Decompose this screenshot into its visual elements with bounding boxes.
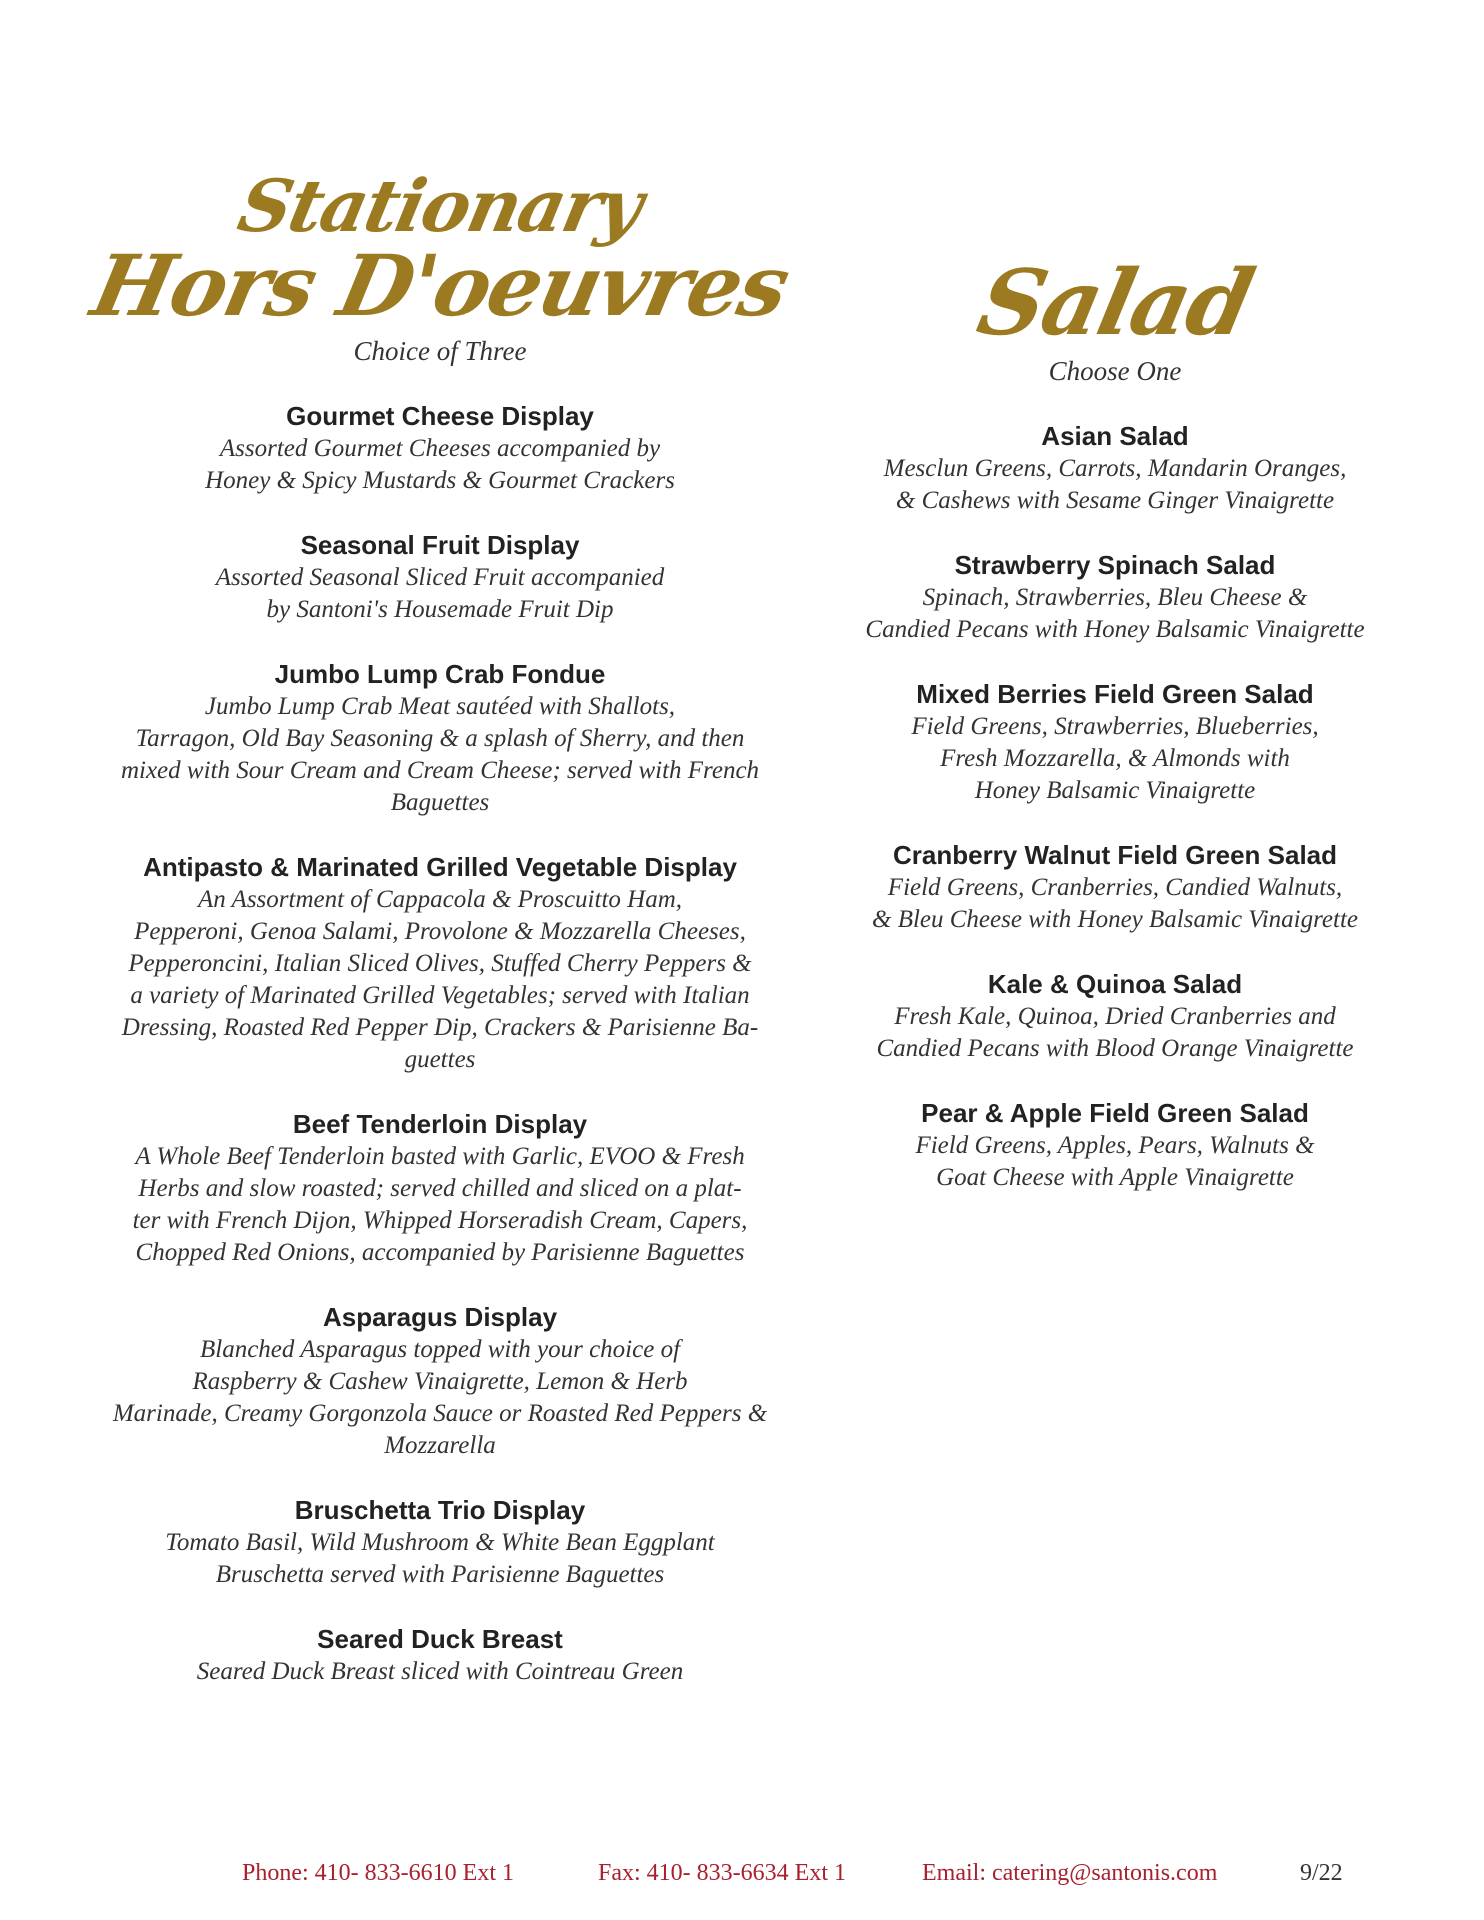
email-link[interactable]: Email: catering@santonis.com: [922, 1860, 1218, 1886]
menu-item-description-line: ter with French Dijon, Whipped Horseradish Cream, Capers,: [132, 1207, 748, 1234]
menu-item-description-line: Mozzarella: [384, 1432, 496, 1459]
menu-item: [825, 838, 1405, 936]
menu-item-name: Kale & Quinoa Salad: [987, 969, 1243, 999]
menu-item-description-line: Assorted Seasonal Sliced Fruit accompanied: [215, 564, 665, 591]
menu-item-name: Asian Salad: [1041, 421, 1189, 451]
menu-item-description-line: An Assortment of Cappacola & Proscuitto Ham,: [197, 886, 683, 913]
menu-item-description-line: Blanched Asparagus topped with your choice of: [199, 1336, 681, 1363]
menu-item: [80, 657, 800, 819]
menu-item-list: [80, 399, 800, 1688]
menu-item-description-line: Field Greens, Apples, Pears, Walnuts &: [915, 1132, 1315, 1159]
menu-item: [80, 399, 800, 497]
menu-item: [825, 677, 1405, 807]
page-number: 9/22: [1300, 1860, 1343, 1886]
menu-item-description-line: Goat Cheese with Apple Vinaigrette: [936, 1164, 1294, 1191]
menu-item-description-line: Fresh Mozzarella, & Almonds with: [940, 745, 1290, 772]
menu-item-description-line: Field Greens, Strawberries, Blueberries,: [911, 713, 1319, 740]
menu-item: [80, 528, 800, 626]
menu-item-name: Jumbo Lump Crab Fondue: [274, 659, 606, 689]
menu-item-name: Seared Duck Breast: [317, 1624, 563, 1654]
menu-item-list: [825, 419, 1405, 1194]
menu-item-description-line: Honey Balsamic Vinaigrette: [974, 777, 1256, 804]
menu-item-description-line: Herbs and slow roasted; served chilled and sliced on a plat-: [138, 1175, 742, 1202]
section-subtitle: Choice of Three: [353, 336, 527, 366]
menu-item: [825, 1096, 1405, 1194]
section-title: Salad: [969, 250, 1261, 356]
menu-item-description-line: Fresh Kale, Quinoa, Dried Cranberries and: [894, 1003, 1336, 1030]
menu-item-description-line: Dressing, Roasted Red Pepper Dip, Crackers & Parisienne Ba-: [121, 1014, 759, 1041]
menu-item: [825, 548, 1405, 646]
section-title-line1: Stationary: [231, 163, 649, 248]
menu-item-description-line: A Whole Beef Tenderloin basted with Garlic, EVOO & Fresh: [135, 1143, 745, 1170]
menu-item-name: Asparagus Display: [322, 1302, 558, 1332]
menu-item-description-line: Chopped Red Onions, accompanied by Parisienne Baguettes: [135, 1239, 745, 1266]
menu-item-name: Bruschetta Trio Display: [294, 1495, 586, 1525]
hors-doeuvres-section: [80, 163, 800, 1719]
menu-item: [825, 967, 1405, 1065]
menu-item-name: Antipasto & Marinated Grilled Vegetable Display: [143, 852, 737, 882]
menu-item-description-line: mixed with Sour Cream and Cream Cheese; served with French: [120, 757, 760, 784]
menu-item-description-line: Tarragon, Old Bay Seasoning & a splash of Sherry, and then: [135, 725, 745, 752]
menu-item-description-line: Candied Pecans with Blood Orange Vinaigrette: [876, 1035, 1354, 1062]
fax-text: Fax: 410- 833-6634 Ext 1: [598, 1860, 846, 1886]
menu-item-description-line: Tomato Basil, Wild Mushroom & White Bean Eggplant: [165, 1529, 715, 1556]
menu-item-description-line: Jumbo Lump Crab Meat sautéed with Shallots,: [204, 693, 676, 720]
menu-item-description-line: Pepperoni, Genoa Salami, Provolone & Mozzarella Cheeses,: [134, 918, 746, 945]
menu-item-description-line: Field Greens, Cranberries, Candied Walnuts,: [887, 874, 1343, 901]
menu-item-description-line: Baguettes: [390, 789, 490, 816]
menu-item-name: Strawberry Spinach Salad: [954, 550, 1276, 580]
menu-item-description-line: Bruschetta served with Parisienne Baguettes: [215, 1561, 665, 1588]
salad-section: [825, 250, 1405, 1225]
menu-item-name: Pear & Apple Field Green Salad: [921, 1098, 1309, 1128]
footer: [0, 1860, 1484, 1896]
section-title-line2: Hors D'oeuvres: [84, 236, 797, 335]
section-subtitle: Choose One: [1048, 356, 1182, 386]
menu-item: [80, 1107, 800, 1269]
menu-item-description-line: Candied Pecans with Honey Balsamic Vinaigrette: [865, 616, 1365, 643]
menu-item-description-line: by Santoni's Housemade Fruit Dip: [266, 596, 614, 623]
phone-text: Phone: 410- 833-6610 Ext 1: [242, 1860, 514, 1886]
menu-item-description-line: Pepperoncini, Italian Sliced Olives, Stuffed Cherry Peppers &: [128, 950, 752, 977]
menu-item-description-line: Mesclun Greens, Carrots, Mandarin Oranges,: [883, 455, 1347, 482]
menu-item: [80, 1300, 800, 1462]
menu-item-description-line: Raspberry & Cashew Vinaigrette, Lemon & Herb: [192, 1368, 688, 1395]
menu-item-description-line: a variety of Marinated Grilled Vegetables; served with Italian: [130, 982, 750, 1009]
menu-item-description-line: Spinach, Strawberries, Bleu Cheese &: [922, 584, 1308, 611]
menu-item-name: Beef Tenderloin Display: [292, 1109, 588, 1139]
menu-item-description-line: Honey & Spicy Mustards & Gourmet Crackers: [205, 467, 675, 494]
menu-item-name: Seasonal Fruit Display: [300, 530, 580, 560]
menu-item-description-line: & Cashews with Sesame Ginger Vinaigrette: [895, 487, 1335, 514]
menu-item-description-line: guettes: [404, 1046, 476, 1073]
menu-item-description-line: & Bleu Cheese with Honey Balsamic Vinaigrette: [872, 906, 1358, 933]
menu-item-name: Mixed Berries Field Green Salad: [916, 679, 1314, 709]
menu-item: [80, 850, 800, 1076]
menu-item-description-line: Seared Duck Breast sliced with Cointreau Green: [196, 1658, 684, 1685]
menu-item-name: Gourmet Cheese Display: [286, 401, 594, 431]
menu-item: [825, 419, 1405, 517]
menu-item: [80, 1493, 800, 1591]
menu-item-description-line: Assorted Gourmet Cheeses accompanied by: [219, 435, 661, 462]
menu-item-name: Cranberry Walnut Field Green Salad: [892, 840, 1338, 870]
menu-item-description-line: Marinade, Creamy Gorgonzola Sauce or Roasted Red Peppers &: [112, 1400, 768, 1427]
menu-item: [80, 1622, 800, 1688]
